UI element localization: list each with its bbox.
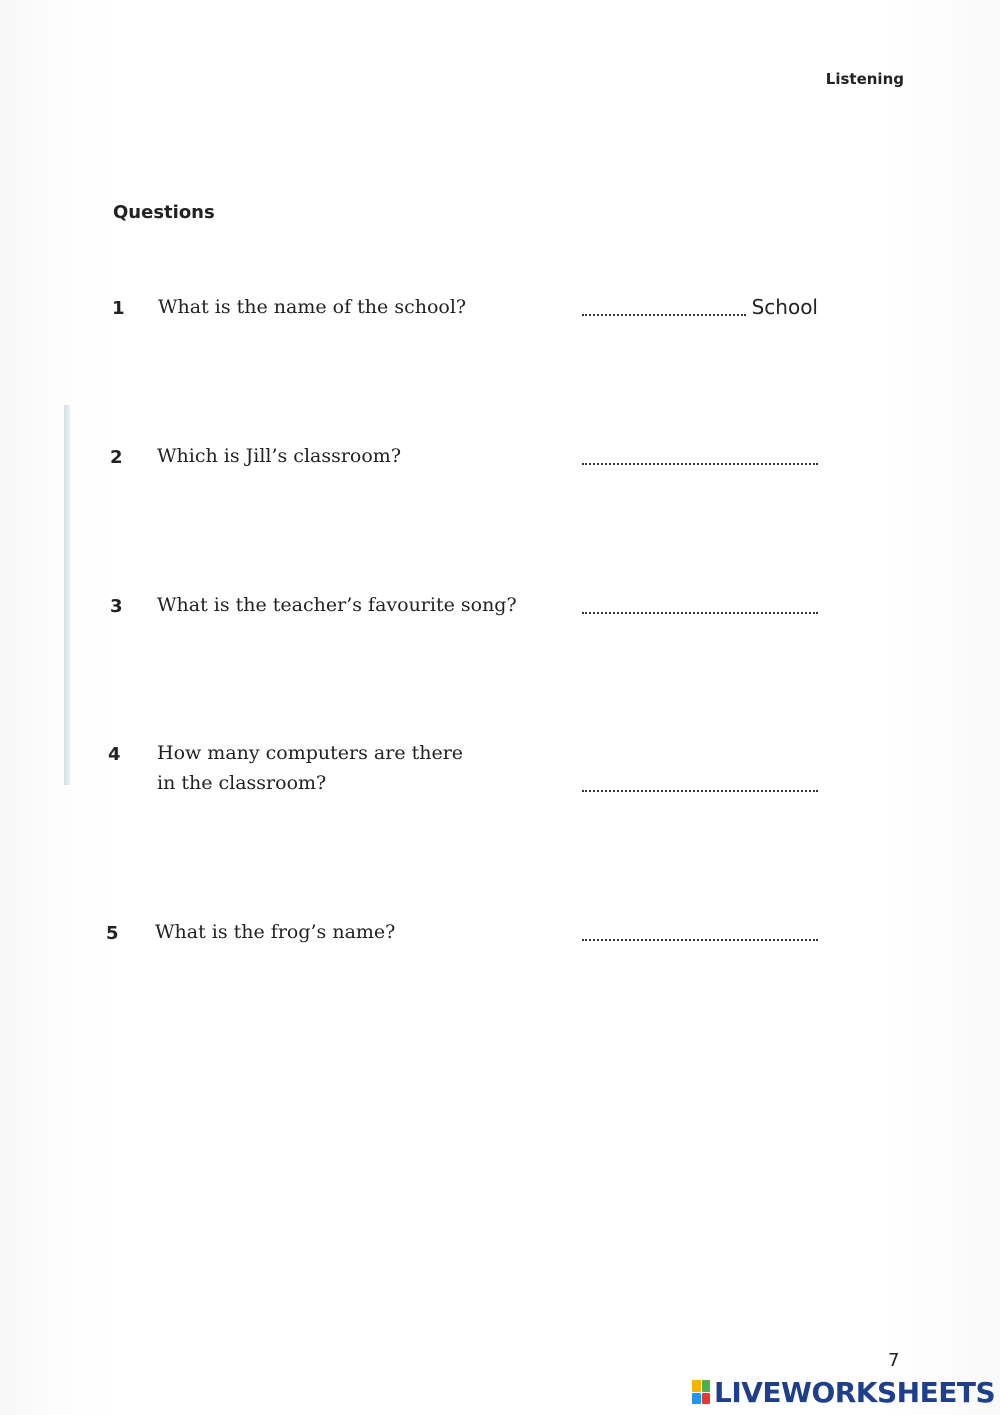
question-text-line-1: How many computers are there [157, 742, 464, 764]
page-number: 7 [888, 1350, 900, 1371]
question-number: 2 [110, 447, 123, 468]
answer-field-3[interactable] [582, 590, 818, 620]
question-text: What is the frog’s name? [155, 921, 396, 943]
logo-square [702, 1393, 711, 1405]
brand-name: LIVEWORKSHEETS [714, 1375, 996, 1409]
logo-square [692, 1380, 701, 1392]
question-number: 4 [108, 744, 121, 765]
liveworksheets-brand [692, 1374, 995, 1410]
answer-dotted-line [582, 919, 818, 941]
answer-field-5[interactable] [582, 917, 818, 947]
question-text-line-2: in the classroom? [157, 772, 327, 794]
liveworksheets-logo-icon [692, 1380, 710, 1404]
answer-field-1[interactable] [582, 292, 818, 322]
question-text: What is the name of the school? [158, 296, 467, 318]
page-spine-shadow [64, 405, 70, 785]
answer-field-4[interactable] [582, 768, 818, 798]
question-text: Which is Jill’s classroom? [157, 445, 402, 467]
question-number: 3 [110, 596, 123, 617]
logo-square [692, 1393, 701, 1405]
section-label: Listening [825, 70, 904, 88]
answer-suffix: School [751, 295, 818, 319]
answer-dotted-line [582, 770, 818, 792]
question-number: 5 [106, 923, 119, 944]
logo-square [702, 1380, 711, 1392]
answer-dotted-line [582, 294, 746, 316]
answer-dotted-line [582, 443, 818, 465]
answer-dotted-line [582, 592, 818, 614]
question-number: 1 [112, 298, 125, 319]
answer-field-2[interactable] [582, 441, 818, 471]
questions-heading: Questions [113, 202, 215, 223]
question-text: What is the teacher’s favourite song? [157, 594, 517, 616]
